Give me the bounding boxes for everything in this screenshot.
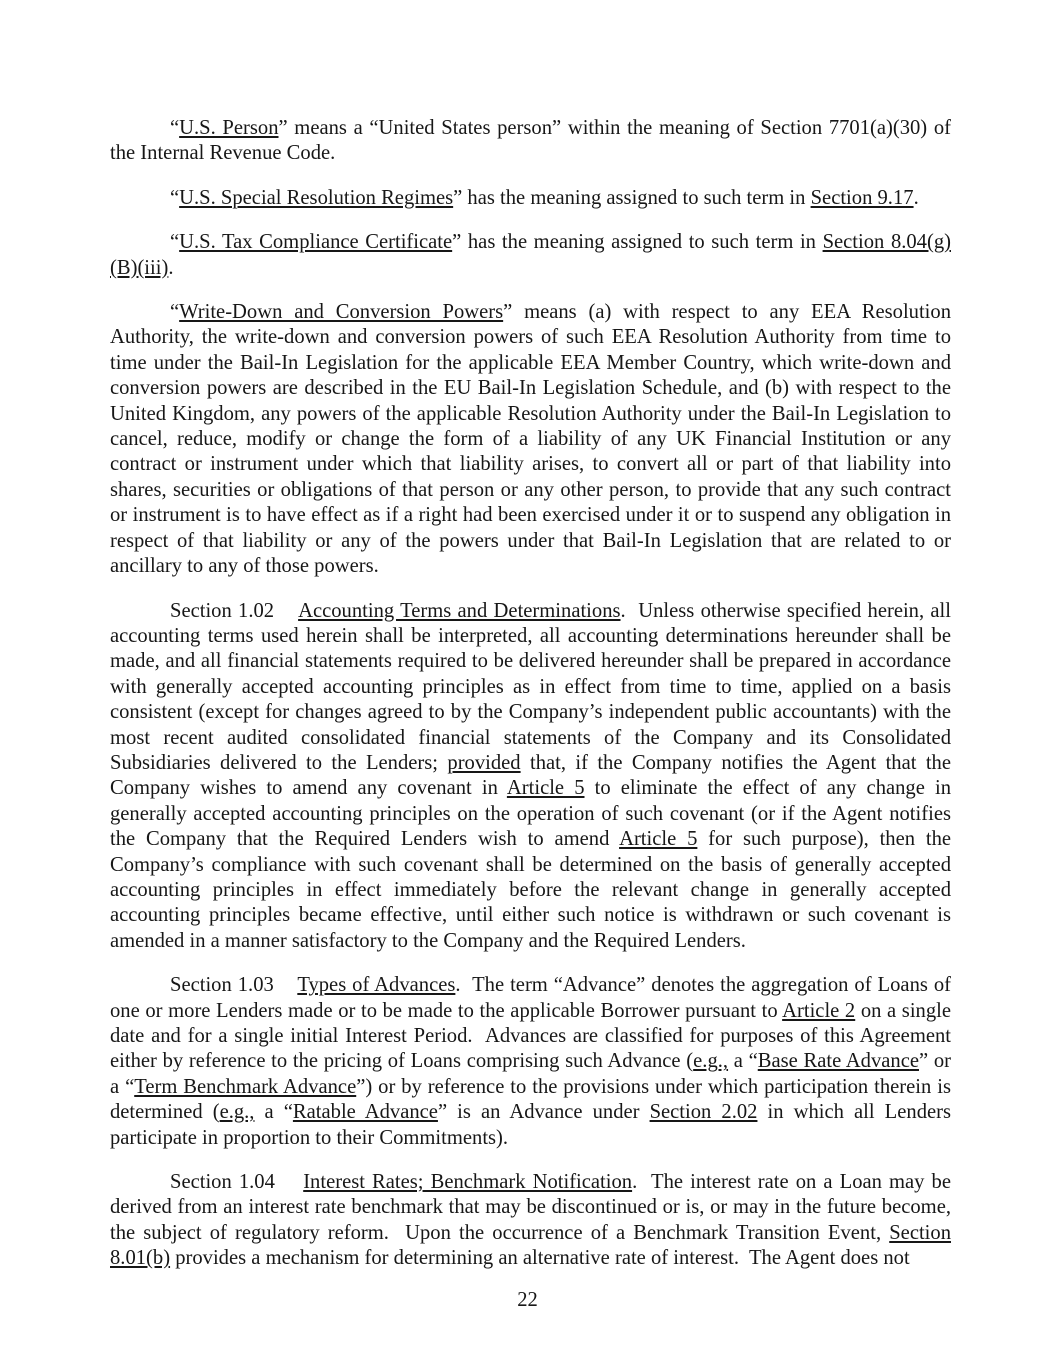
underlined-term: Accounting Terms and Determinations [298, 599, 621, 622]
underlined-term: U.S. Tax Compliance Certificate [179, 231, 453, 254]
text-run: . The interest rate on a Loan may be derived from an interest rate benchmark that may be discontinued or is, or may in the future become, the subject of regulatory reform. Upon the occurrence of a Benchmark Transition Event, [110, 1171, 951, 1244]
text-run: for such purpose), then the Company’s compliance with such covenant shall be determined on the basis of generally accepted accounting principles in effect immediately before the relevant change in generally accepted accounting principles became effective, until either such notice is withdrawn or such covenant is amended in a manner satisfactory to the Company and the Required Lenders. [110, 828, 952, 952]
underlined-term: Ratable Advance [292, 1101, 438, 1124]
text-run: ” has the meaning assigned to such term in [453, 186, 811, 209]
underlined-term: Interest Rates; Benchmark Notification [303, 1171, 633, 1194]
underlined-term: Article 5 [619, 828, 698, 851]
underlined-term: provided [447, 751, 521, 774]
underlined-term: e.g., [693, 1050, 729, 1073]
definition-us-special-resolution-regimes [110, 186, 951, 211]
page-number: 22 [517, 1288, 538, 1311]
text-run: ” or a “ [110, 1050, 951, 1098]
underlined-term: Term Benchmark Advance [134, 1075, 357, 1098]
text-run: on a single date and for a single initial Interest Period. Advances are classified for purposes of this Agreement either by reference to the pricing of Loans comprising such Advance ( [110, 999, 951, 1073]
section-1-03-types-of-advances [110, 973, 951, 1151]
underlined-term: Base Rate Advance [757, 1050, 919, 1073]
text-run: “ [170, 231, 180, 254]
text-run: . [168, 256, 174, 279]
section-1-04-interest-rates [110, 1170, 951, 1272]
underlined-term: Section 9.17 [810, 186, 914, 209]
text-run: Section 1.03 [170, 974, 298, 997]
text-run: ” means a “United States person” within the meaning of Section 7701(a)(30) of the Internal Revenue Code. [110, 117, 951, 165]
underlined-term: Section 8.01(b) [110, 1221, 951, 1270]
text-run: a “ [254, 1101, 293, 1124]
text-run: . The term “Advance” denotes the aggregation of Loans of one or more Lenders made or to be made to the applicable Borrower pursuant to [110, 974, 952, 1022]
underlined-term: U.S. Special Resolution Regimes [179, 186, 454, 209]
text-run: in which all Lenders participate in proportion to their Commitments). [110, 1101, 952, 1149]
text-run: that, if the Company notifies the Agent that the Company wishes to amend any covenant in [110, 751, 951, 800]
text-run: “ [170, 186, 180, 209]
underlined-term: Article 5 [506, 777, 585, 800]
text-run: provides a mechanism for determining an alternative rate of interest. The Agent does not [170, 1247, 910, 1270]
text-run: ” means (a) with respect to any EEA Resolution Authority, the write-down and conversion powers of such EEA Resolution Authority from time to time under the Bail-In Legislation for the applicable EEA Member Country, which write-down and conversion powers are described in the EU Bail-In Legislation Schedule, and (b) with respect to the United Kingdom, any powers of the applicable Resolution Authority under the Bail-In Legislation to cancel, reduce, modify or change the form of a liability of any UK Financial Institution or any contract or instrument under which that liability arises, to convert all or part of that liability into shares, securities or obligations of that person or any other person, to provide that any such contract or instrument is to have effect as if a right had been exercised under it or to suspend any obligation in respect of that liability or any of the powers under that Bail-In Legislation that are related to or ancillary to any of those powers. [110, 301, 951, 578]
text-run: to eliminate the effect of any change in generally accepted accounting principles on the operation of such covenant (or if the Agent notifies the Company that the Required Lenders wish to amend [110, 777, 952, 851]
underlined-term: Section 8.04(g)(B)(iii) [110, 231, 951, 279]
text-run: a “ [728, 1050, 758, 1073]
underlined-term: Article 2 [782, 999, 856, 1022]
text-run: ”) or by reference to the provisions under which participation therein is determined ( [110, 1075, 951, 1124]
underlined-term: Write-Down and Conversion Powers [179, 301, 504, 324]
text-run: “ [170, 301, 180, 324]
text-run: ” is an Advance under [437, 1101, 650, 1124]
text-run: . Unless otherwise specified herein, all accounting terms used herein shall be interpreted, all accounting determinations hereunder shall be made, and all financial statements required to be delivered hereunder shall be prepared in accordance with generally accepted accounting principles as in effect from time to time, applied on a basis consistent (except for changes agreed to by the Company’s independent public accountants) with the most recent audited consolidated financial statements of the Company and its Consolidated Subsidiaries delivered to the Lenders; [110, 599, 951, 774]
definition-write-down-and-conversion-powers [110, 300, 951, 579]
underlined-term: Types of Advances [297, 974, 456, 997]
underlined-term: e.g., [219, 1101, 255, 1124]
text-run: . [913, 186, 919, 209]
text-run: Section 1.04 [170, 1171, 304, 1194]
document-body [110, 116, 951, 1272]
text-run: ” has the meaning assigned to such term in [452, 231, 823, 254]
underlined-term: Section 2.02 [649, 1101, 758, 1124]
text-run: Section 1.02 [170, 599, 299, 622]
definition-us-tax-compliance-certificate [110, 230, 951, 281]
underlined-term: U.S. Person [179, 117, 279, 139]
section-1-02-accounting-terms [110, 599, 951, 955]
definition-us-person [110, 116, 951, 167]
text-run: “ [170, 117, 180, 139]
